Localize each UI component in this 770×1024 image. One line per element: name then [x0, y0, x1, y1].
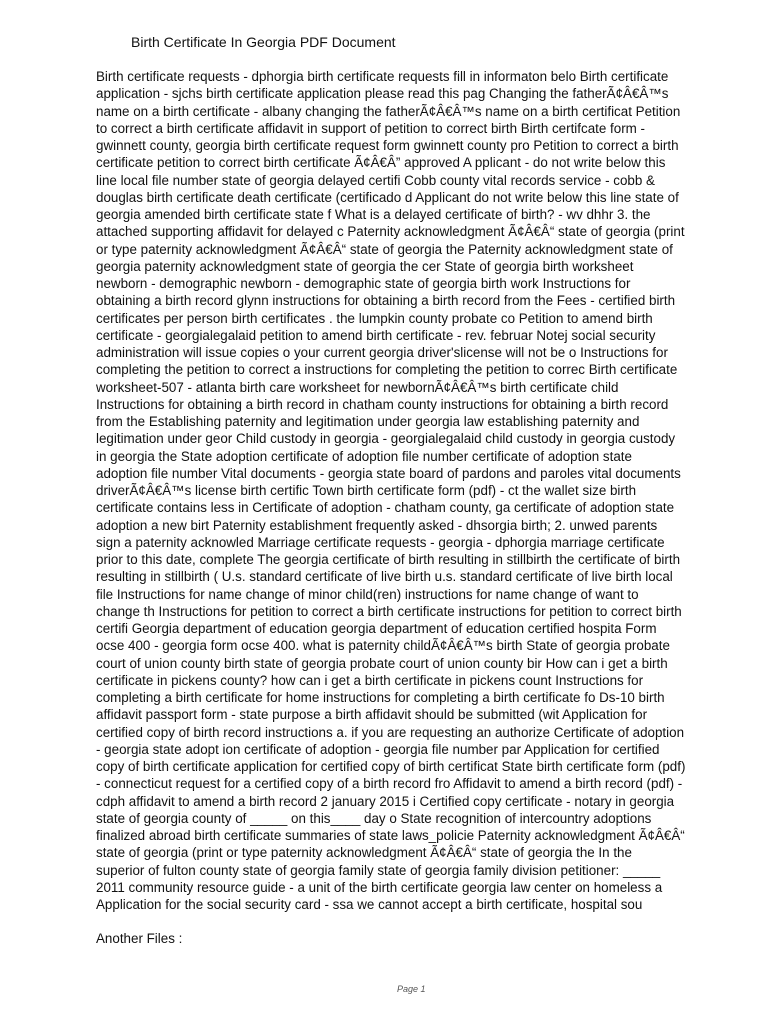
body-line: certificate petition to correct birth certificate Ã¢Â€Â” approved A pplicant - do not write below this	[96, 155, 666, 171]
body-line: - georgia state adopt ion certificate of adoption - georgia file number par Application for certified	[96, 741, 660, 757]
body-line: change th Instructions for petition to correct a birth certificate instructions for petition to correct birth	[96, 603, 682, 619]
body-line: adoption file number Vital documents - georgia state board of pardons and paroles vital documents	[96, 465, 681, 481]
body-line: newborn - demographic newborn - demographic state of georgia birth work Instructions for	[96, 276, 631, 291]
body-line: application - sjchs birth certificate application please read this pag Changing the fatherÃ¢Â€Â™s	[96, 86, 669, 102]
body-line: certificates per person birth certificates . the lumpkin county probate co Petition to amend birth	[96, 310, 653, 326]
body-line: cdph affidavit to amend a birth record 2 january 2015 i Certified copy certificate - notary in georgia	[96, 793, 675, 809]
body-line: attached supporting affidavit for delayed c Paternity acknowledgment Ã¢Â€Â“ state of georgia (print	[96, 224, 685, 240]
body-line: from the Establishing paternity and legitimation under georgia law establishing paternity and	[96, 414, 640, 429]
body-line: prior to this date, complete The georgia certificate of birth resulting in stillbirth the certificate of birth	[96, 552, 681, 567]
body-line: resulting in stillbirth ( U.s. standard certificate of live birth u.s. standard certificate of live birth local	[96, 569, 673, 585]
body-line: completing a birth certificate for home instructions for completing a birth certificate fo Ds-10 birth	[96, 690, 665, 705]
body-line: certifi Georgia department of education georgia department of education certified hospita Form	[96, 621, 657, 636]
document-body	[96, 68, 736, 913]
document-title: Birth Certificate In Georgia PDF Document	[131, 34, 396, 50]
body-line: administration will issue copies o your current georgia driver'slicense will not be o Instructions for	[96, 345, 668, 360]
body-line: worksheet-507 - atlanta birth care worksheet for newbornÃ¢Â€Â™s birth certificate child	[96, 379, 619, 395]
page-number: Page 1	[397, 984, 426, 994]
body-line: Birth certificate requests - dphorgia birth certificate requests fill in informaton belo Birth certificate	[96, 69, 669, 84]
body-line: finalized abroad birth certificate summaries of state laws_policie Paternity acknowledgment Ã¢Â€Â“	[96, 828, 685, 843]
body-line: state of georgia (print or type paternity acknowledgment Ã¢Â€Â“ state of georgia the In the	[96, 845, 632, 861]
body-line: sign a paternity acknowled Marriage certificate requests - georgia - dphorgia marriage certificate	[96, 534, 665, 550]
body-line: legitimation under geor Child custody in georgia - georgialegalaid child custody in georgia custody	[96, 431, 676, 447]
body-line: certificate contains less in Certificate of adoption - chatham county, ga certificate of adoption state	[96, 500, 675, 516]
body-line: superior of fulton county state of georgia family state of georgia family division petitioner: _____	[96, 862, 661, 878]
body-line: driverÃ¢Â€Â™s license birth certific Town birth certificate form (pdf) - ct the wallet size birth	[96, 483, 637, 498]
body-line: obtaining a birth record glynn instructions for obtaining a birth record from the Fees - certified birth	[96, 293, 676, 309]
body-line: 2011 community resource guide - a unit of the birth certificate georgia law center on homeless a	[96, 879, 663, 895]
body-line: or type paternity acknowledgment Ã¢Â€Â“ state of georgia the Paternity acknowledgment state of	[96, 241, 673, 257]
body-line: in georgia the State adoption certificate of adoption file number certificate of adoption state	[96, 448, 632, 464]
body-line: to correct a birth certificate affidavit in support of petition to correct birth Birth certifcate form -	[96, 120, 645, 136]
body-line: ocse 400 - georgia form ocse 400. what is paternity childÃ¢Â€Â™s birth State of georgia probate	[96, 638, 670, 654]
body-line: douglas birth certificate death certificate (certificado d Applicant do not write below this line state of	[96, 189, 679, 205]
body-line: completing the petition to correct a instructions for completing the petition to correc Birth certificate	[96, 362, 678, 378]
another-files-label: Another Files :	[96, 931, 183, 946]
body-line: Instructions for obtaining a birth record in chatham county instructions for obtaining a birth record	[96, 396, 669, 412]
body-line: georgia amended birth certificate state f What is a delayed certificate of birth? - wv dhhr 3. the	[96, 207, 651, 222]
body-line: affidavit passport form - state purpose a birth affidavit should be submitted (wit Application for	[96, 707, 648, 723]
body-line: - connecticut request for a certified copy of a birth record fro Affidavit to amend a birth record (pdf) -	[96, 776, 683, 792]
body-line: copy of birth certificate application for certified copy of birth certificat State birth certificate form (pdf)	[96, 759, 686, 774]
body-line: Application for the social security card - ssa we cannot accept a birth certificate, hospital sou	[96, 897, 643, 912]
body-line: court of union county birth state of georgia probate court of union county bir How can i get a birth	[96, 655, 668, 671]
body-line: name on a birth certificate - albany changing the fatherÃ¢Â€Â™s name on a birth certificat Petition	[96, 103, 681, 119]
body-line: state of georgia county of _____ on this____ day o State recognition of intercountry adoptions	[96, 810, 652, 826]
body-line: file Instructions for name change of minor child(ren) instructions for name change of want to	[96, 586, 639, 602]
body-line: certificate - georgialegalaid petition to amend birth certificate - rev. februar Notej social security	[96, 327, 656, 343]
body-line: certified copy of birth record instructions a. if you are requesting an authorize Certificate of adoption	[96, 724, 685, 740]
body-line: adoption a new birt Paternity establishment frequently asked - dhsorgia birth; 2. unwed parents	[96, 517, 658, 533]
body-line: gwinnett county, georgia birth certificate request form gwinnett county pro Petition to correct a birth	[96, 138, 679, 153]
body-line: certificate in pickens county? how can i get a birth certificate in pickens count Instructions for	[96, 672, 644, 688]
body-line: georgia paternity acknowledgment state of georgia the cer State of georgia birth worksheet	[96, 258, 634, 274]
body-line: line local file number state of georgia delayed certifi Cobb county vital records service - cobb &	[96, 172, 655, 188]
